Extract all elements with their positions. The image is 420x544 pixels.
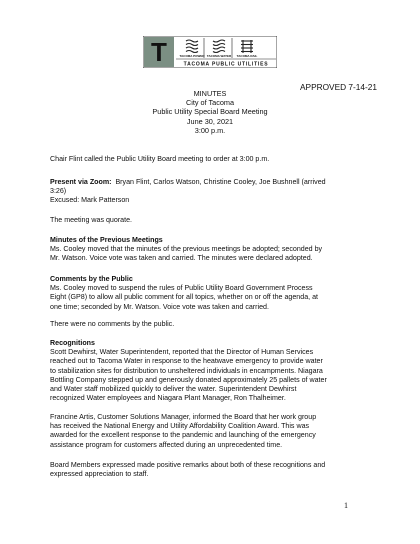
page-number: 1 bbox=[344, 501, 348, 510]
public-line: Eight (GP8) to allow all public comment for all topics, whether on or off the agenda, at bbox=[50, 293, 318, 302]
remarks-line: expressed appreciation to staff. bbox=[50, 470, 149, 479]
minutes-line: Mr. Watson. Voice vote was taken and carried. The minutes were declared adopted. bbox=[50, 254, 313, 263]
public-heading: Comments by the Public bbox=[50, 275, 133, 283]
logo-letter: T bbox=[151, 37, 167, 67]
recognitions-section bbox=[50, 339, 380, 403]
org-name: City of Tacoma bbox=[185, 98, 235, 108]
award-line: assistance program for customers affected during an unprecedented time. bbox=[50, 440, 283, 449]
recognition-line: to stabilization sites for distribution to unsheltered individuals in encampments. Niagara bbox=[50, 366, 323, 375]
meeting-time: 3:00 p.m. bbox=[194, 125, 226, 135]
logo-water: TACOMA WATER bbox=[206, 54, 232, 58]
board-remarks bbox=[50, 461, 380, 479]
meeting-date: June 30, 2021 bbox=[186, 116, 234, 126]
meeting-name: Public Utility Special Board Meeting bbox=[152, 107, 268, 117]
call-to-order: Chair Flint called the Public Utility Board meeting to order at 3:00 p.m. bbox=[50, 155, 270, 163]
minutes-title: MINUTES bbox=[193, 89, 227, 98]
award-line: Francine Artis, Customer Solutions Manager, informed the Board that her work group bbox=[50, 413, 317, 421]
public-line: one time; seconded by Mr. Watson. Voice vote was taken and carried. bbox=[50, 302, 269, 311]
recognition-line: Bottling Company stepped up and generously donated approximately 25 pallets of water bbox=[50, 375, 327, 384]
minutes-header bbox=[0, 89, 420, 135]
award-paragraph bbox=[50, 413, 380, 450]
award-line: has received the National Energy and Utility Affordability Coalition Award. This was bbox=[50, 422, 310, 431]
recognition-line: reached out to Tacoma Water in response to the heatwave emergency to provide water bbox=[50, 357, 323, 366]
present-line2: 3:26) bbox=[50, 187, 67, 196]
logo-rail: TACOMA RAIL bbox=[236, 54, 258, 58]
public-section bbox=[50, 275, 380, 312]
excused: Excused: Mark Patterson bbox=[50, 196, 130, 205]
public-line: Ms. Cooley moved to suspend the rules of Public Utility Board Government Process bbox=[50, 284, 313, 293]
quorum: The meeting was quorate. bbox=[50, 216, 133, 224]
present-line1: Bryan Flint, Carlos Watson, Christine Cooley, Joe Bushnell (arrived bbox=[115, 178, 326, 186]
recognitions-heading: Recognitions bbox=[50, 339, 95, 347]
approved-stamp: APPROVED 7-14-21 bbox=[300, 82, 378, 92]
minutes-line: Ms. Cooley moved that the minutes of the previous meetings be adopted; seconded by bbox=[50, 245, 323, 254]
present-label: Present via Zoom: bbox=[50, 178, 112, 186]
recognition-line: recognized Water employees and Niagara Plant Manager, Ron Thalheimer. bbox=[50, 394, 286, 403]
remarks-line: Board Members expressed made positive remarks about both of these recognitions and bbox=[50, 461, 326, 469]
logo-subtitle: TACOMA PUBLIC UTILITIES bbox=[183, 61, 269, 68]
attendance bbox=[50, 178, 380, 206]
minutes-heading: Minutes of the Previous Meetings bbox=[50, 236, 163, 244]
tacoma-public-utilities-logo bbox=[143, 36, 277, 68]
minutes-section bbox=[50, 236, 380, 264]
recognition-line: Scott Dewhirst, Water Superintendent, reported that the Director of Human Services bbox=[50, 348, 314, 357]
recognition-line: and Water staff mobilized quickly to deliver the water. Superintendent Dewhirst bbox=[50, 385, 297, 394]
no-comments: There were no comments by the public. bbox=[50, 320, 175, 328]
award-line: awarded for the excellent response to the pandemic and launching of the emergency bbox=[50, 431, 316, 440]
logo-power: TACOMA POWER bbox=[179, 54, 205, 58]
